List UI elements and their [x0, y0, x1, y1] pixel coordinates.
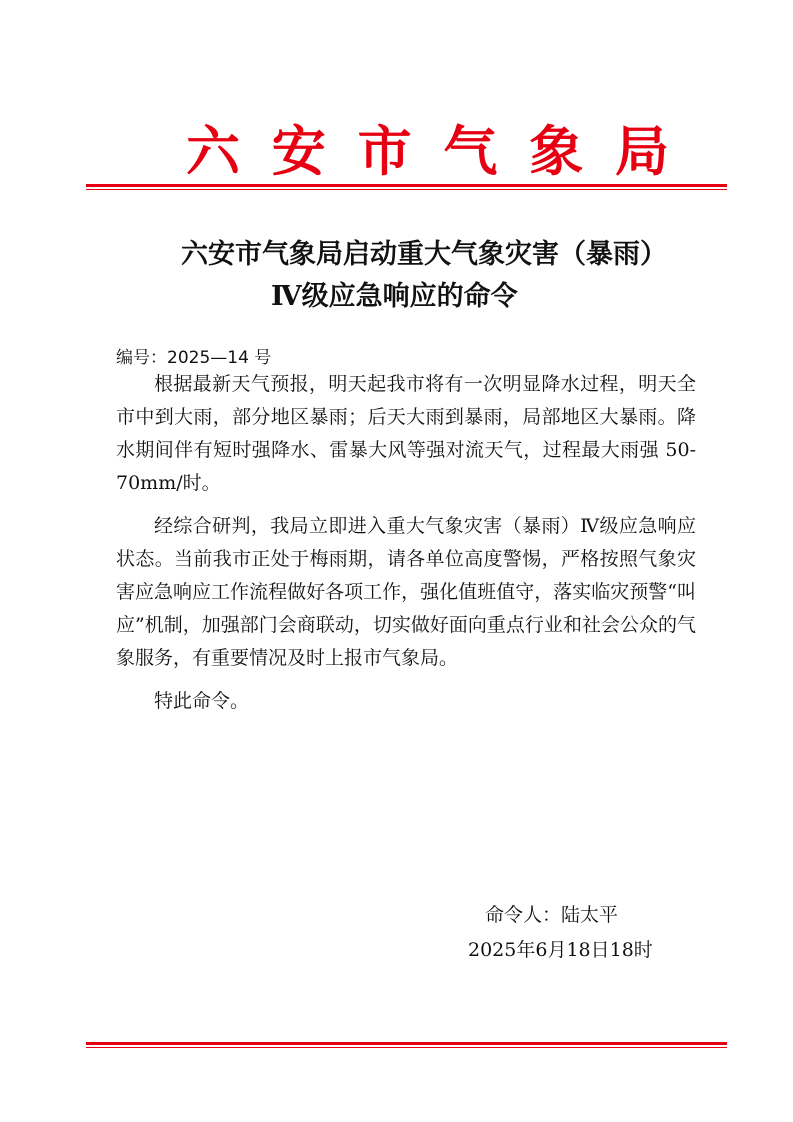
header-char: 局	[614, 118, 669, 183]
signer-name: 命令人：陆太平	[485, 904, 619, 926]
closing-line: 特此命令。	[154, 690, 250, 712]
issuing-authority-header	[86, 112, 727, 182]
header-red-rule	[86, 184, 727, 190]
document-title-line-1: 六安市气象局启动重大气象灾害（暴雨）	[181, 239, 667, 270]
header-char: 六	[186, 118, 240, 183]
document-number: 编号：2025—14 号	[116, 348, 272, 368]
header-char: 安	[271, 118, 326, 183]
footer-red-rule	[86, 1042, 727, 1048]
document-title-line-2: Ⅳ级应急响应的命令	[271, 281, 518, 312]
document-body	[116, 368, 696, 728]
header-char: 气	[443, 118, 498, 183]
body-paragraph: 经综合研判，我局立即进入重大气象灾害（暴雨）Ⅳ级应急响应状态。当前我市正处于梅雨期，请各单位高度警惕，严格按照气象灾害应急响应工作流程做好各项工作，强化值班值守，落实临灾预警“叫应”机制，加强部门会商联动，切实做好面向重点行业和社会公众的气象服务，有重要情况及时上报市气象局。	[116, 515, 696, 669]
header-char: 象	[529, 118, 584, 183]
header-char: 市	[357, 118, 412, 183]
body-paragraph: 根据最新天气预报，明天起我市将有一次明显降水过程，明天全市中到大雨，部分地区暴雨；后天大雨到暴雨，局部地区大暴雨。降水期间伴有短时强降水、雷暴大风等强对流天气，过程最大雨强 50-70mm/时。	[116, 373, 696, 494]
issue-date: 2025年6月18日18时	[468, 939, 653, 961]
